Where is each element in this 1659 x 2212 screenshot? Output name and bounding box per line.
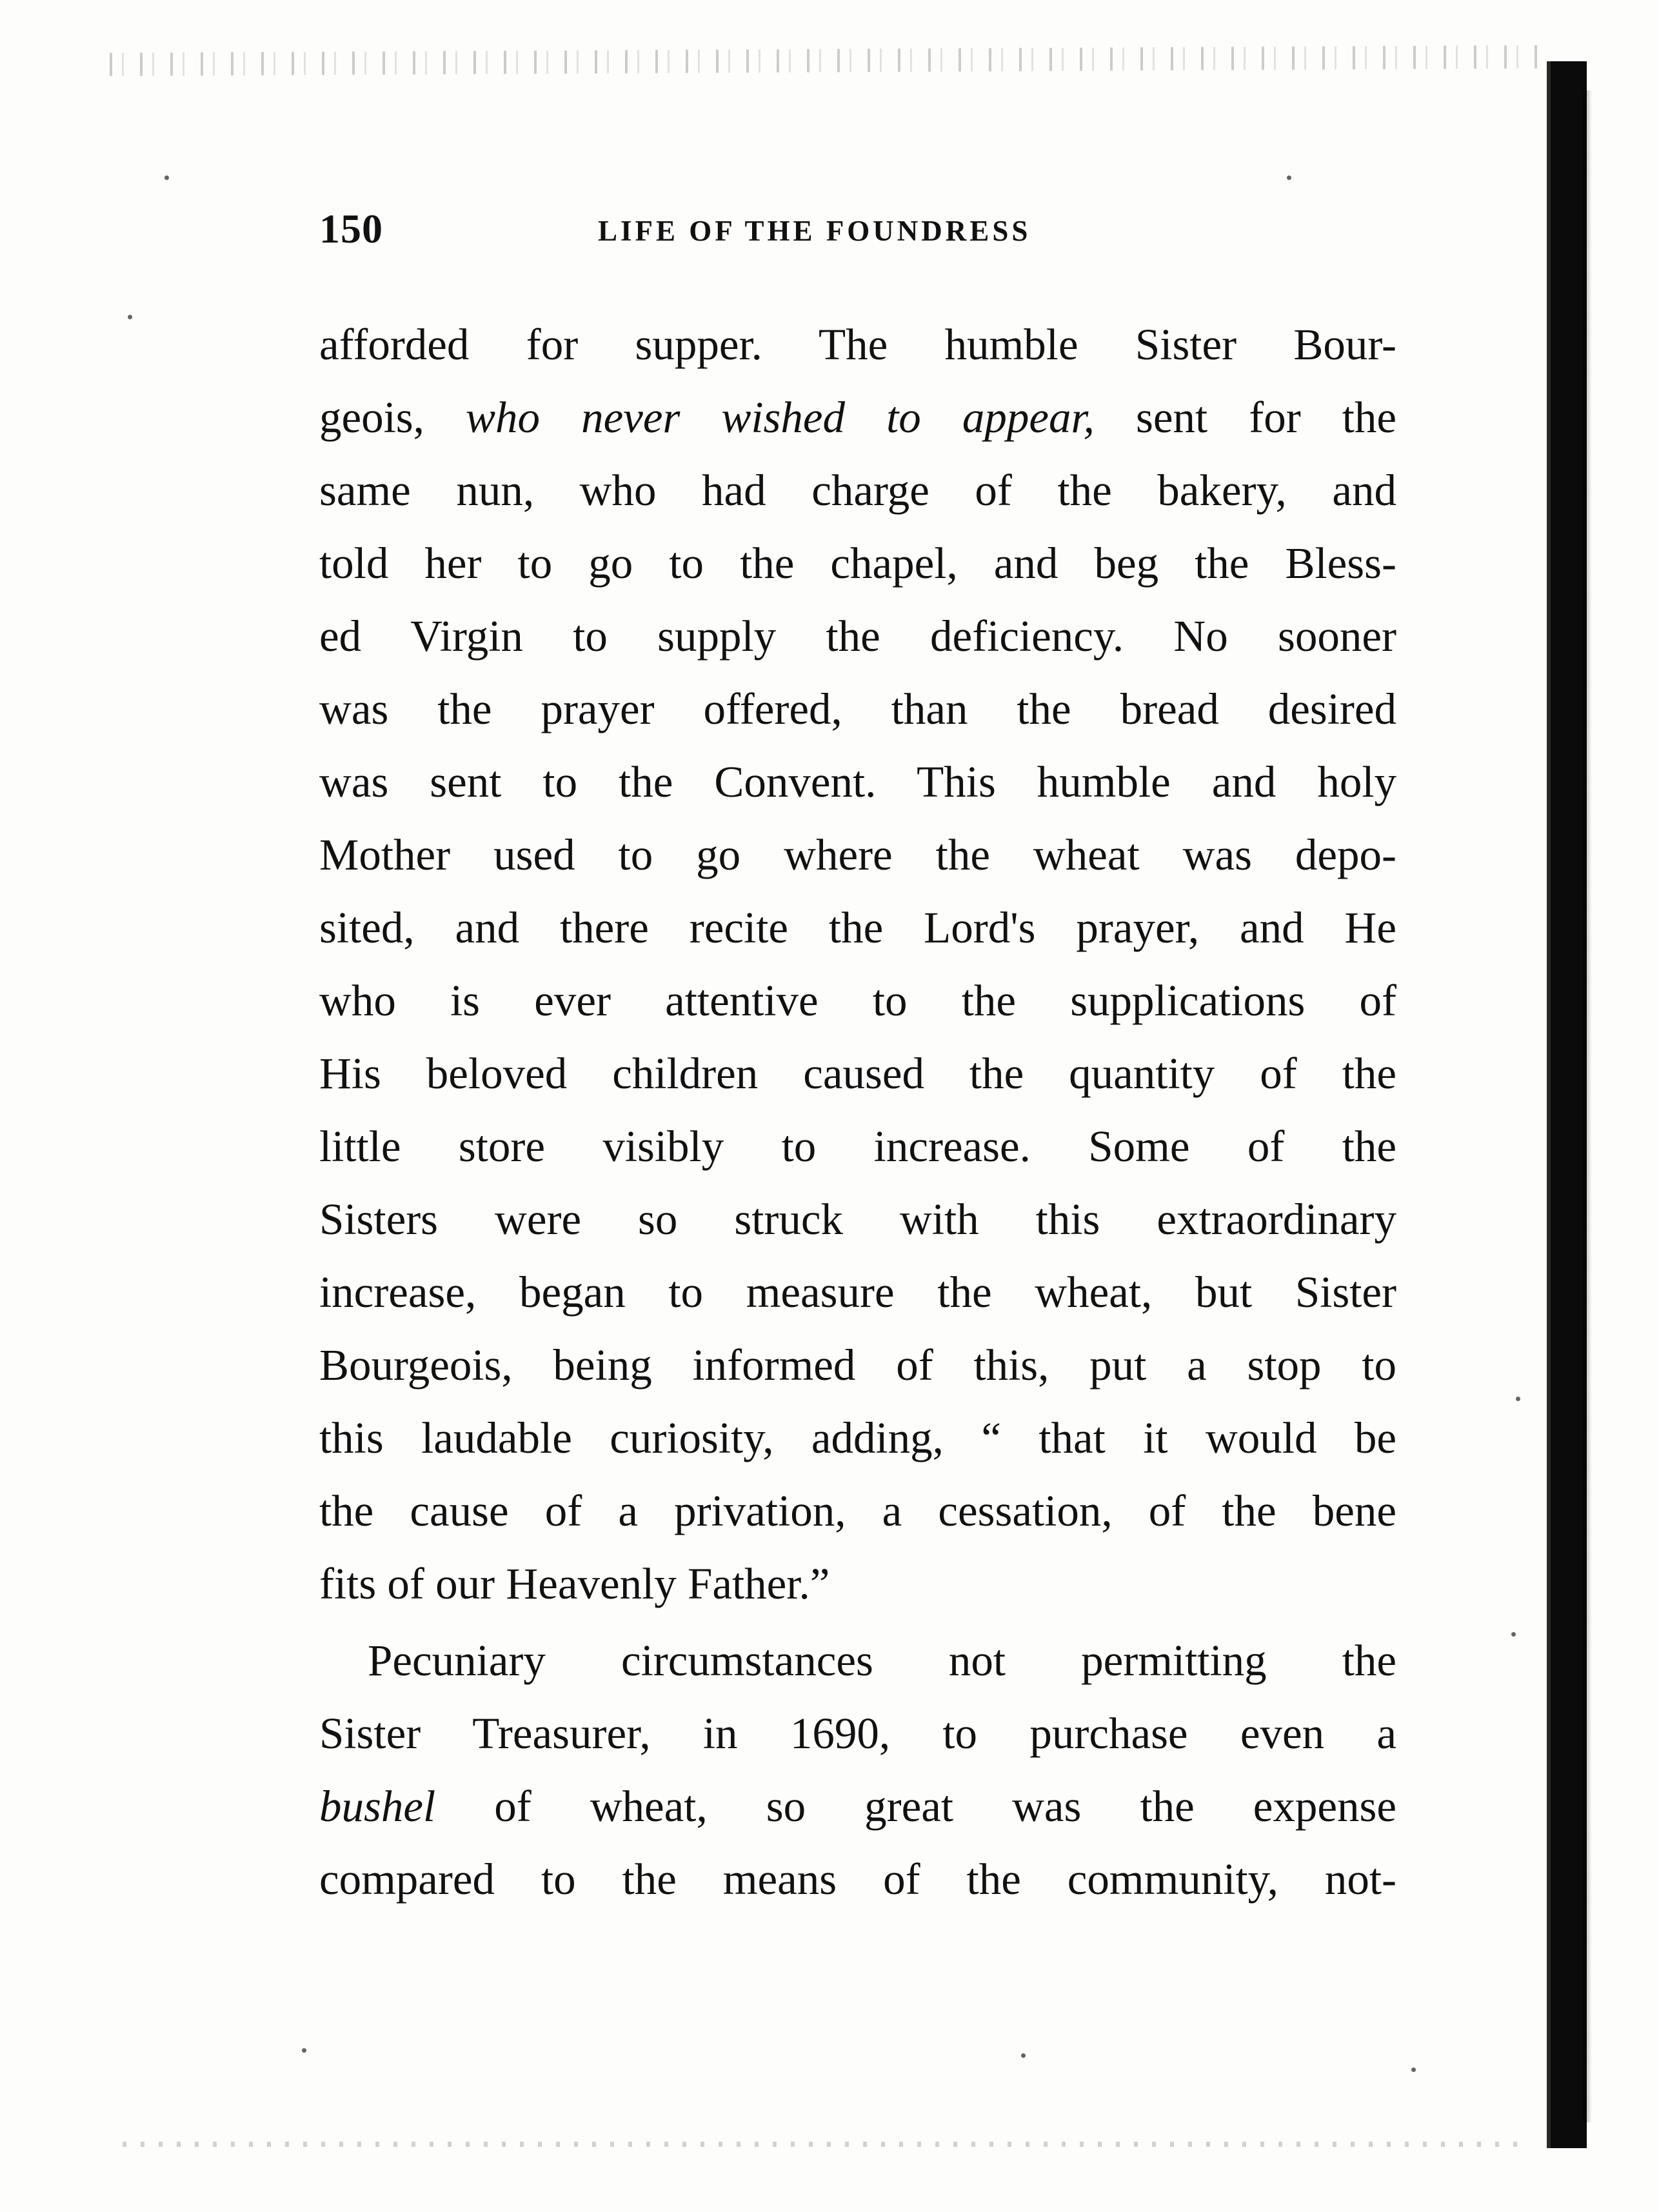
- text-line: was the prayer offered, than the bread desired: [319, 684, 1396, 733]
- dust-speck: [1516, 1397, 1520, 1401]
- text-line: Sisters were so struck with this extraordinary: [319, 1195, 1396, 1244]
- running-title: LIFE OF THE FOUNDRESS: [598, 215, 1031, 247]
- text-line: Mother used to go where the wheat was depo-: [319, 830, 1396, 879]
- text-line: Sister Treasurer, in 1690, to purchase even a: [319, 1709, 1396, 1758]
- text-line: this laudable curiosity, adding, “ that it would be: [319, 1413, 1396, 1462]
- text-line: afforded for supper. The humble Sister Bour-: [319, 320, 1396, 369]
- text-line: [319, 381, 1396, 454]
- text-line: [319, 1770, 1396, 1843]
- dust-speck: [1021, 2053, 1026, 2058]
- text-segment: sent for the: [1136, 393, 1397, 442]
- text-line: His beloved children caused the quantity of the: [319, 1049, 1396, 1098]
- italic-phrase: who never wished to appear,: [465, 393, 1095, 442]
- text-line: increase, began to measure the wheat, but Sister: [319, 1268, 1396, 1317]
- text-line: Pecuniary circumstances not permitting the: [368, 1636, 1396, 1685]
- binding-shadow: [1583, 90, 1592, 2122]
- dust-speck: [1287, 175, 1291, 180]
- binding-edge: [1547, 61, 1587, 2148]
- text-line: Bourgeois, being informed of this, put a stop to: [319, 1340, 1396, 1390]
- scan-noise-top: [110, 45, 1542, 84]
- italic-word: bushel: [319, 1782, 436, 1831]
- text-line: compared to the means of the community, not-: [319, 1855, 1396, 1904]
- text-segment: geois,: [319, 393, 424, 442]
- dust-speck: [1511, 1632, 1516, 1637]
- text-line: the cause of a privation, a cessation, of the bene: [319, 1486, 1396, 1535]
- text-segment: of wheat, so great was the expense: [494, 1782, 1397, 1831]
- dust-speck: [164, 175, 169, 180]
- text-line: sited, and there recite the Lord's prayer, and He: [319, 903, 1396, 952]
- dust-speck: [1411, 2068, 1416, 2072]
- text-line: same nun, who had charge of the bakery, and: [319, 466, 1396, 515]
- dust-speck: [128, 315, 132, 319]
- page-number: 150: [319, 206, 383, 252]
- body-text: [319, 308, 1396, 1916]
- text-line: ed Virgin to supply the deficiency. No sooner: [319, 612, 1396, 661]
- text-line: little store visibly to increase. Some of the: [319, 1122, 1396, 1171]
- dust-speck: [302, 2048, 306, 2053]
- running-head: [319, 205, 1416, 257]
- text-line: fits of our Heavenly Father.”: [319, 1559, 830, 1608]
- text-line: was sent to the Convent. This humble and holy: [319, 757, 1396, 806]
- text-line: told her to go to the chapel, and beg the Bless-: [319, 539, 1396, 588]
- text-line: who is ever attentive to the supplications of: [319, 976, 1396, 1025]
- scan-noise-bottom: [123, 2142, 1529, 2147]
